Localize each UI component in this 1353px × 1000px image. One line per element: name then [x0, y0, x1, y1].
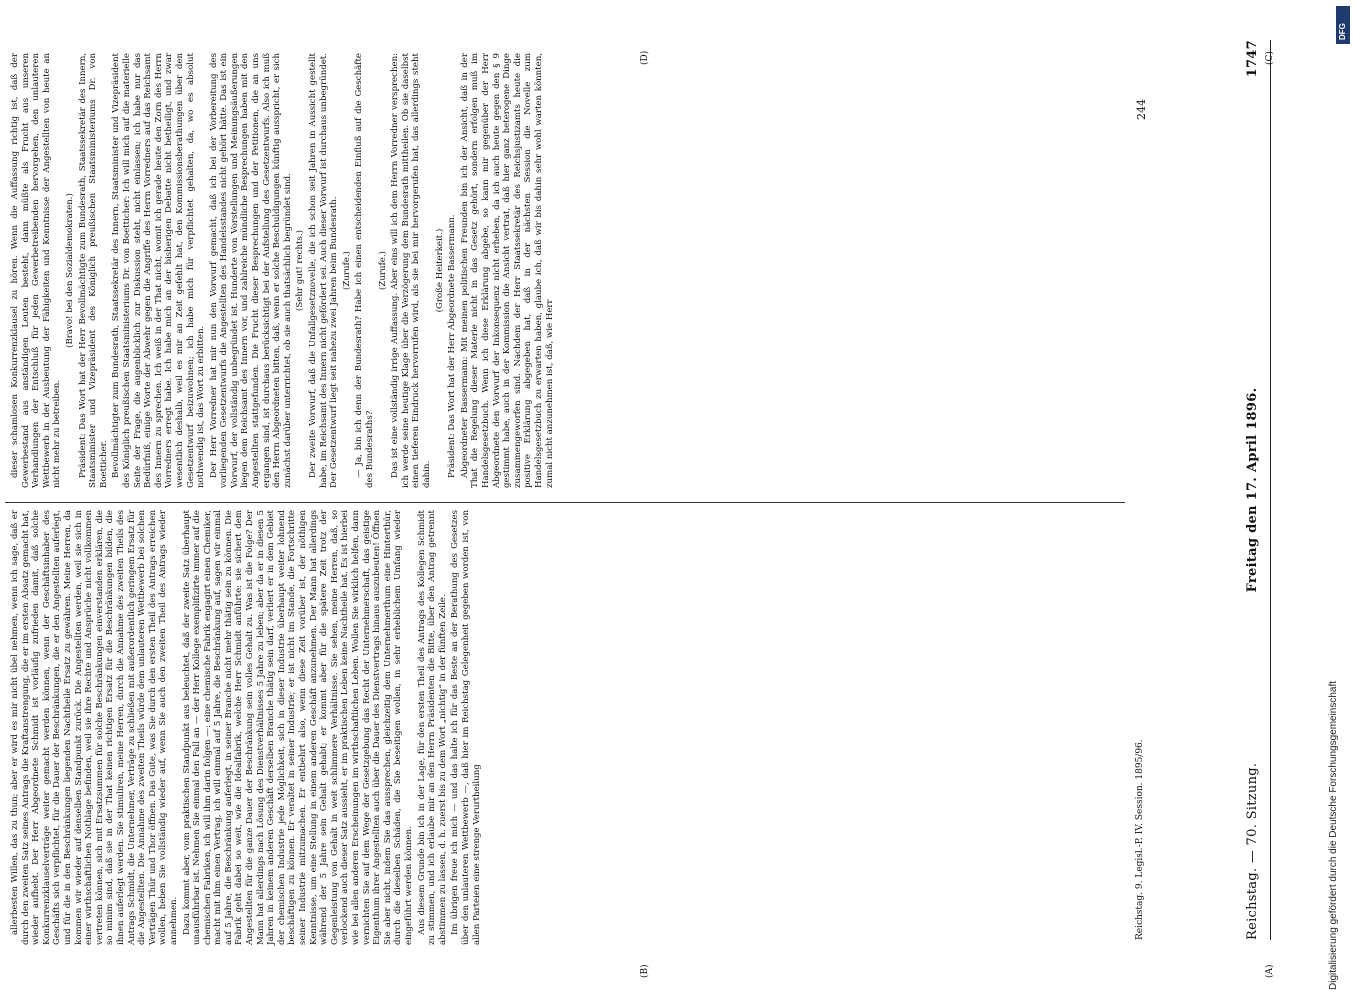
left-paragraph: Aus diesem Grunde bin ich in der Lage, für den ersten Theil des Antrags des Kollegen Schmidt zu stimmen, und ich erlaube mir an den Herrn Präsidenten die Bitte, über den Antrag getrennt abstimmen zu lassen, d. h. zuerst bis zu dem Wort „nichtig“ in der fünften Zeile.: [416, 510, 448, 945]
right-paragraph: Abgeordneter Bassermann: Mit meinen politischen Freunden bin ich der Ansicht, daß in der That die Regelung dieser Materie nicht in das Gesetz gehört, sondern erfolgen muß im Handelsgesetzbuch. Wenn ich diese Erklärung abgebe, so kann mir gegenüber der Herr Abgeordnete den Vorwurf der Inkonsequenz nicht erheben, da ich auch heute gegen den § 9 gestimmt habe, auch in der Kommission die Ansicht vertrat, daß hier ganz heterogene Dinge zusammengeworfen sind. Nachdem der Herr Staatssekretär des Reichsjustizamts heute die positive Erklärung abgegeben hat, daß in der nächsten Session die Novelle zum Handelsgesetzbuch zu erwarten haben, glaube ich, daß wir bis dahin sehr wohl warten könnten, zumal nicht anzunehmen ist, daß, wie Herr: [459, 53, 555, 488]
left-paragraph: allerbesten Willen, das zu thun; aber er wird es mir nicht übel nehmen, wenn ich sage, daß er durch den zweiten Satz seines Antrags die Kraftanstrengung, die er im ersten Absatz gemacht hat, wieder aufhebt. Der Herr Abgeordnete Schmidt ist vorläufig zufrieden damit, daß solche Konkurrenzklauselverträge weiter gemacht werden können, wenn der Geschäftsinhaber des Geschäfts sich verpflichtet, für die Dauer der Beschränkungen, die er den Angestellten auferlegt, und für die in den Beschränkungen liegenden Nachtheile Ersatz zu gewähren. Meine Herren, da kommen wir wieder auf denselben Standpunkt zurück. Die Angestellten werden, weil sie sich in einer wirthschaftlichen Nothlage befinden, weil sie ihre Rechte und Ansprüche nicht vollkommen vertreten können, sich mit Ersatzsummen für solche Beschränkungen einverstanden erklären, die so minim sind, daß sie in der That keinen richtigen Ersatz für die Beschränkungen bilden, die ihnen auferlegt werden. Sie stimuliren, meine Herren, durch die Annahme des zweiten Theils des Antrags Schmidt, die Unternehmer, Verträge zu schließen mit außerordentlich geringem Ersatz für die Angestellten. Die Annahme des zweiten Theils würde dem unlauteren Wettbewerb bei solchen Verträgen Thür und Thor öffnen. Das Gute, was Sie durch den ersten Theil des Antrags erreichen wollen, heben Sie vollständig wieder auf, wenn Sie auch den zweiten Theil des Antrags wieder annehmen.: [10, 510, 179, 945]
dfg-logo-text: DFG: [1338, 23, 1347, 40]
column-divider: [5, 502, 1125, 503]
right-paragraph: Der Herr Vorredner hat mir nun den Vorwurf gemacht, daß ich bei der Vorbereitung des vorliegenden Gesetzentwurfs die Angestellten des Handelsstandes nicht gehört hätte. Das ist ein Vorwurf, der vollständig unbegründet ist. Hunderte von Vorstellungen und Meinungsäußerungen liegen dem Reichsamt des Innern vor, und zahlreiche mündliche Besprechungen haben mit den Angestellten stattgefunden. Die Frucht dieser Besprechungen und der Petitionen, die an uns ergangen sind, ist durchaus berücksichtigt bei der Aufstellung des Gesetzentwurfs. Also ich muß den Herrn Abgeordneten bitten, daß, wenn er solche Beschuldigungen künftig ausspricht, er sich zunächst darüber unterrichtet, ob sie auch thatsächlich begründet sind.: [208, 53, 293, 488]
margin-letter-a: (A): [1265, 964, 1275, 978]
right-paragraph: Bevollmächtigter zum Bundesrath, Staatssekretär des Innern, Staatsminister und Vizepräsident des Königlich preußischen Staatsministeriums Dr. von Boetticher: Ich will mich auf die materielle Seite der Frage, die augenblicklich zur Diskussion steht, nicht einlassen; ich habe nur das Bedürfniß, einige Worte der Abwehr gegen die Angriffe des Herrn Vorredners auf das Reichsamt des Innern zu sprechen. Ich weiß in der That nicht, womit ich gerade heute den Zorn des Herrn Vorredners erregt habe. Ich habe mich an der bisherigen Debatte nicht betheiligt, und zwar wesentlich deshalb, weil es mir an Zeit gefehlt hat, den Kommissionsberathungen über den Gesetzentwurf beizuwohnen; ich habe mich für verpflichtet gehalten, da, wo es absolut nothwendig ist, das Wort zu erbitten.: [111, 53, 207, 488]
interjection: (Sehr gut! rechts.): [295, 230, 306, 311]
right-paragraph: — Ja, bin ich denn der Bundesrath? Habe ich einen entscheidenden Einfluß auf die Geschäfte des Bundesraths?: [354, 53, 375, 488]
right-paragraph: dieser schamlosen Konkurrenzklausel zu hören. Wenn die Auffassung richtig ist, daß der Gewerbestand aus anständigen Leuten besteht, dann müßte als Frucht aus unseren Verhandlungen der Entschluß für jeden Gewerbetreibenden hervorgehen, den unlauteren Wettbewerb in der Ausbeutung der Fähigkeiten und Kenntnisse der Angestellten von heute an nicht mehr zu betreiben.: [10, 53, 63, 488]
left-column: [10, 510, 1125, 945]
interjection: (Zurufe.): [377, 251, 388, 290]
header-date: Freitag den 17. April 1896.: [1245, 387, 1260, 593]
footer-session: Reichstag. 9. Legisl.-P. IV. Session. 1895/96.: [1135, 739, 1145, 940]
signature-mark: 244: [1135, 99, 1148, 120]
right-paragraph: Das ist eine vollständig irrige Auffassung. Aber eins will ich dem Herrn Vorredner versprechen: ich werde seine heutige Klage über die Verzögerung dem Bundesrath mittheilen. Ob sie daselbst einen tieferen Eindruck hervorrufen wird, als sie bei mir hervorgerufen hat, das allerdings steht dahin.: [390, 53, 432, 488]
header-left: Reichstag. — 70. Sitzung.: [1245, 762, 1260, 940]
interjection: (Zurufe.): [341, 251, 352, 290]
right-paragraph: Präsident: Das Wort hat der Herr Bevollmächtigte zum Bundesrath, Staatssekretär des Innern, Staatsminister und Vizepräsident des Königlich preußischen Staatsministeriums Dr. von Boetticher.: [77, 53, 109, 488]
header-rule: [1270, 40, 1271, 940]
digitization-credit: Digitalisierung gefördert durch die Deutsche Forschungsgemeinschaft: [1328, 680, 1339, 990]
page-header: [1245, 40, 1269, 940]
right-paragraph: Der zweite Vorwurf, daß die Unfallgesetznovelle, die ich schon seit Jahren in Aussicht gestellt habe, im Reichsamt des Innern nicht gefördert sei. Auch dieser Vorwurf ist durchaus unbegründet. Der Gesetzentwurf liegt seit nahezu zwei Jahren beim Bundesrath.: [308, 53, 340, 488]
right-column: [10, 50, 1235, 488]
margin-letter-c: (C): [1265, 51, 1275, 65]
interjection: (Große Heiterkeit.): [434, 228, 445, 313]
left-paragraph: Im übrigen freue ich mich — und das halte ich für das Beste an der Berathung des Gesetzes über den unlauteren Wettbewerb —, daß hier im Reichstag Gelegenheit gegeben worden ist, von allen Parteien eine strenge Verurtheilung: [450, 510, 482, 945]
margin-letter-b: (B): [640, 964, 650, 978]
margin-letter-d: (D): [640, 50, 650, 65]
interjection: (Bravo! bei den Sozialdemokraten.): [64, 193, 75, 348]
right-paragraph: Präsident: Das Wort hat der Herr Abgeordnete Bassermann.: [447, 214, 458, 478]
dfg-logo: [1336, 6, 1350, 44]
left-paragraph: Dazu kommt aber, vom praktischen Standpunkt aus beleuchtet, daß der zweite Satz überhaupt unausführbar ist. Nehmen Sie einmal den Fall an — der Herr Kollege exemplifizirte immer auf die chemischen Fabriken, ich will ihm darin folgen —: eine chemische Fabrik engagirt einen Chemiker, macht mit ihm einen Vertrag, ich will einmal auf 5 Jahre, die Beschränkung auf, sagen wir einmal auf 5 Jahre, die Beschränkung auferlegt, in seiner Branche nicht mehr thätig sein zu können. Die Fabrik geht dabei so weit, wie die Idealfabrik, welche Herr Schmidt anführte: sie sichert dem Angestellten für die ganze Dauer der Beschränkung sein volles Gehalt zu. Was ist die Folge? Der Mann hat allerdings nach Lösung des Dienstverhältnisses 5 Jahre zu leben; aber da er in diesen 5 Jahren in keinem anderen Geschäft derselben Branche thätig sein darf, verliert er in dem Gebiet der chemischen Industrie jede Möglichkeit, sich in dieser Industrie überhaupt weiter lohnend beschäftigen zu können. Er veraltet in seiner Industrie; er ist nicht im Stande, die Fortschritte seiner Industrie mitzumachen. Er entbehrt also, wenn diese Zeit vorüber ist, der nöthigen Kenntnisse, um eine Stellung in einem anderen Geschäft anzunehmen. Der Mann hat allerdings während der 5 Jahre sein Gehalt gehabt; er kommt aber für die spätere Zeit trotz der Gegenleistung von Gehalt in weit schlimmere Verhältnisse. Sie sehen, meine Herren, daß, so verlockend auch dieser Satz aussieht, er im praktischen Leben keine Nachtheile hat. Es ist hierbei wie bei allen anderen Erscheinungen im wirthschaftlichen Leben. Wollen Sie wirklich helfen, dann vernichten Sie auf dem Wege der Gesetzgebung das Recht der Unternehmerschaft, das geistige Eigenthum ihrer Angestellten auch über die Dauer des Dienstvertrags hinaus auszubeuten! Öffnen Sie aber nicht, indem Sie das aussprechen, gleichzeitig dem Unternehmerthum eine Hinterthür, durch die dieselben Schäden, die Sie beseitigen wollen, in sehr erheblichem Umfang wieder eingeführt werden können.: [181, 510, 414, 945]
page-number: 1747: [1245, 40, 1260, 78]
